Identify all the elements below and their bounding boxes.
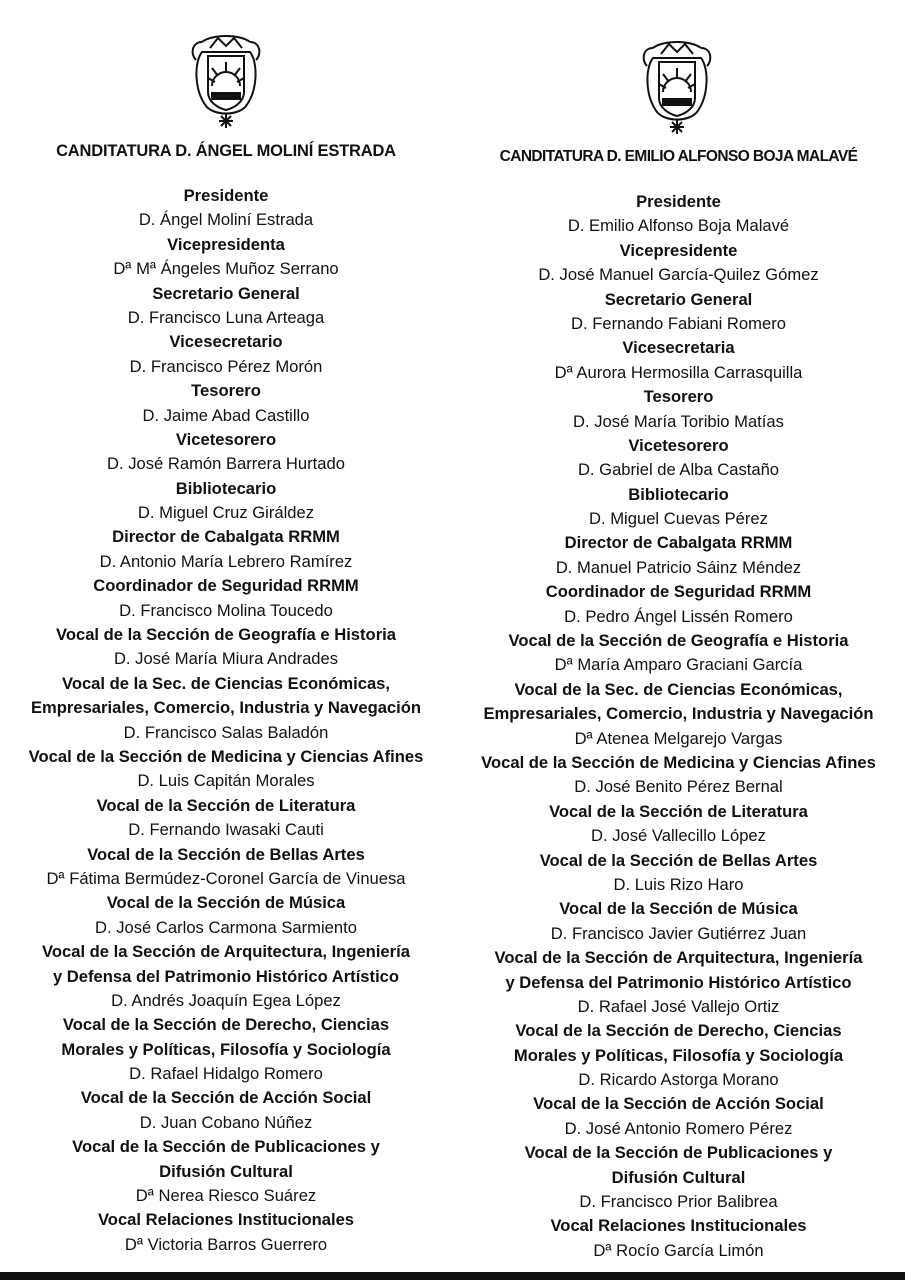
candidates-list (452, 190, 905, 1263)
position-title: Vocal de la Sección de Publicaciones y (72, 1137, 380, 1157)
candidate-name: D. Jaime Abad Castillo (142, 405, 310, 425)
candidate-name: D. José Carlos Carmona Sarmiento (95, 917, 357, 937)
candidate-name: D. Miguel Cruz Giráldez (137, 503, 315, 523)
candidate-name: Dª Atenea Melgarejo Vargas (574, 728, 783, 748)
candidate-name: D. Francisco Javier Gutiérrez Juan (550, 923, 807, 943)
position-title: Vocal de la Sección de Medicina y Ciencias Afines (481, 752, 876, 772)
candidate-name: D. Juan Cobano Núñez (139, 1112, 313, 1132)
position-title: Vicetesorero (628, 435, 729, 455)
candidate-name: D. Francisco Salas Baladón (123, 722, 329, 742)
position-title: Director de Cabalgata RRMM (564, 533, 793, 553)
candidate-name: Dª Rocío García Limón (593, 1240, 764, 1260)
position-title: Presidente (636, 192, 721, 211)
position-title: Vocal de la Sección de Arquitectura, Ingeniería (494, 948, 863, 968)
academy-crest-icon (188, 32, 264, 130)
candidate-name: D. Gabriel de Alba Castaño (577, 460, 780, 480)
position-title: Vicetesorero (175, 429, 277, 449)
position-title: Vocal de la Sección de Literatura (96, 795, 356, 815)
candidate-name: D. José María Toribio Matías (573, 411, 784, 431)
position-title: Coordinador de Seguridad RRMM (545, 582, 812, 602)
candidates-list (0, 184, 452, 1257)
position-title: Empresariales, Comercio, Industria y Navegación (30, 698, 422, 718)
position-title: Morales y Políticas, Filosofía y Sociología (61, 1039, 391, 1059)
candidate-name: Dª Aurora Hermosilla Carrasquilla (554, 362, 803, 382)
position-title: Vocal de la Sec. de Ciencias Económicas, (514, 679, 843, 699)
candidate-name: Dª Nerea Riesco Suárez (135, 1186, 317, 1206)
position-title: Director de Cabalgata RRMM (112, 527, 340, 547)
bottom-border (0, 1272, 905, 1280)
candidate-name: Dª Victoria Barros Guerrero (124, 1234, 328, 1254)
position-title: Vocal de la Sección de Bellas Artes (87, 844, 365, 864)
position-title: Vocal de la Sección de Medicina y Ciencias Afines (28, 746, 424, 766)
candidate-name: D. Francisco Prior Balibrea (579, 1192, 778, 1212)
candidate-name: D. Luis Rizo Haro (613, 874, 744, 894)
position-title: Vocal de la Sección de Derecho, Ciencias (62, 1015, 390, 1035)
position-title: Tesorero (191, 381, 261, 401)
candidacy-title: CANDITATURA D. ÁNGEL MOLINÍ ESTRADA (56, 142, 396, 160)
position-title: Coordinador de Seguridad RRMM (93, 576, 359, 596)
position-title: Vocal de la Sección de Bellas Artes (539, 850, 818, 870)
position-title: Empresariales, Comercio, Industria y Navegación (483, 704, 874, 724)
position-title: Bibliotecario (175, 478, 277, 498)
position-title: Vicepresidente (619, 240, 738, 260)
position-title: Vocal de la Sección de Música (106, 893, 346, 913)
position-title: Vocal de la Sección de Publicaciones y (524, 1143, 833, 1163)
position-title: y Defensa del Patrimonio Histórico Artístico (505, 972, 852, 992)
position-title: Vocal de la Sección de Arquitectura, Ingeniería (42, 942, 410, 962)
candidate-name: D. José Benito Pérez Bernal (574, 777, 783, 797)
position-title: Vocal de la Sección de Geografía e Historia (508, 631, 849, 651)
candidate-name: D. Francisco Pérez Morón (129, 356, 323, 376)
candidate-name: D. Emilio Alfonso Boja Malavé (567, 216, 790, 236)
position-title: Vocal Relaciones Institucionales (97, 1210, 355, 1230)
position-title: Vocal de la Sec. de Ciencias Económicas, (61, 673, 391, 693)
position-title: Vocal de la Sección de Acción Social (533, 1094, 824, 1114)
position-title: Vicepresidenta (167, 234, 285, 254)
candidate-name: D. Fernando Iwasaki Cauti (128, 820, 324, 840)
position-title: Morales y Políticas, Filosofía y Sociología (513, 1045, 844, 1065)
candidate-name: D. José Antonio Romero Pérez (564, 1118, 793, 1138)
candidate-name: Dª María Amparo Graciani García (554, 655, 803, 675)
candidate-name: D. José Manuel García-Quilez Gómez (538, 265, 819, 285)
position-title: Presidente (183, 186, 269, 205)
candidate-name: Dª Mª Ángeles Muñoz Serrano (113, 259, 339, 279)
candidate-name: Dª Fátima Bermúdez-Coronel García de Vinuesa (46, 868, 406, 888)
position-title: Vocal de la Sección de Acción Social (80, 1088, 372, 1108)
candidate-name: D. Andrés Joaquín Egea López (111, 990, 341, 1010)
candidate-name: D. José Vallecillo López (591, 826, 766, 846)
position-title: Secretario General (152, 283, 300, 303)
candidate-name: D. Francisco Luna Arteaga (127, 307, 325, 327)
candidate-name: D. Ángel Moliní Estrada (138, 210, 314, 230)
candidate-name: D. José María Miura Andrades (113, 649, 339, 669)
candidate-name: D. José Ramón Barrera Hurtado (107, 454, 345, 474)
position-title: Vocal Relaciones Institucionales (550, 1216, 807, 1236)
position-title: Vocal de la Sección de Derecho, Ciencias (515, 1021, 842, 1041)
position-title: Secretario General (604, 289, 753, 309)
position-title: Vocal de la Sección de Geografía e Historia (56, 625, 396, 645)
position-title: Difusión Cultural (159, 1161, 293, 1181)
candidate-name: D. Rafael José Vallejo Ortiz (577, 996, 780, 1016)
candidate-name: D. Rafael Hidalgo Romero (129, 1064, 323, 1084)
position-title: Bibliotecario (628, 484, 729, 504)
candidate-name: D. Antonio María Lebrero Ramírez (99, 551, 353, 571)
academy-crest-icon (639, 38, 715, 136)
position-title: Tesorero (643, 387, 714, 407)
candidate-name: D. Manuel Patricio Sáinz Méndez (555, 557, 802, 577)
position-title: Vocal de la Sección de Literatura (549, 801, 808, 821)
candidate-name: D. Ricardo Astorga Morano (578, 1070, 779, 1090)
position-title: y Defensa del Patrimonio Histórico Artístico (52, 966, 400, 986)
candidate-name: D. Miguel Cuevas Pérez (589, 509, 768, 529)
candidate-name: D. Francisco Molina Toucedo (119, 600, 333, 620)
candidate-name: D. Fernando Fabiani Romero (571, 313, 786, 333)
candidate-name: D. Pedro Ángel Lissén Romero (564, 606, 793, 626)
candidacy-title: CANDITATURA D. EMILIO ALFONSO BOJA MALAVÉ (499, 148, 858, 165)
candidate-name: D. Luis Capitán Morales (137, 771, 315, 791)
position-title: Difusión Cultural (611, 1167, 746, 1187)
position-title: Vocal de la Sección de Música (559, 899, 798, 919)
position-title: Vicesecretario (169, 332, 283, 352)
position-title: Vicesecretaria (622, 338, 735, 358)
